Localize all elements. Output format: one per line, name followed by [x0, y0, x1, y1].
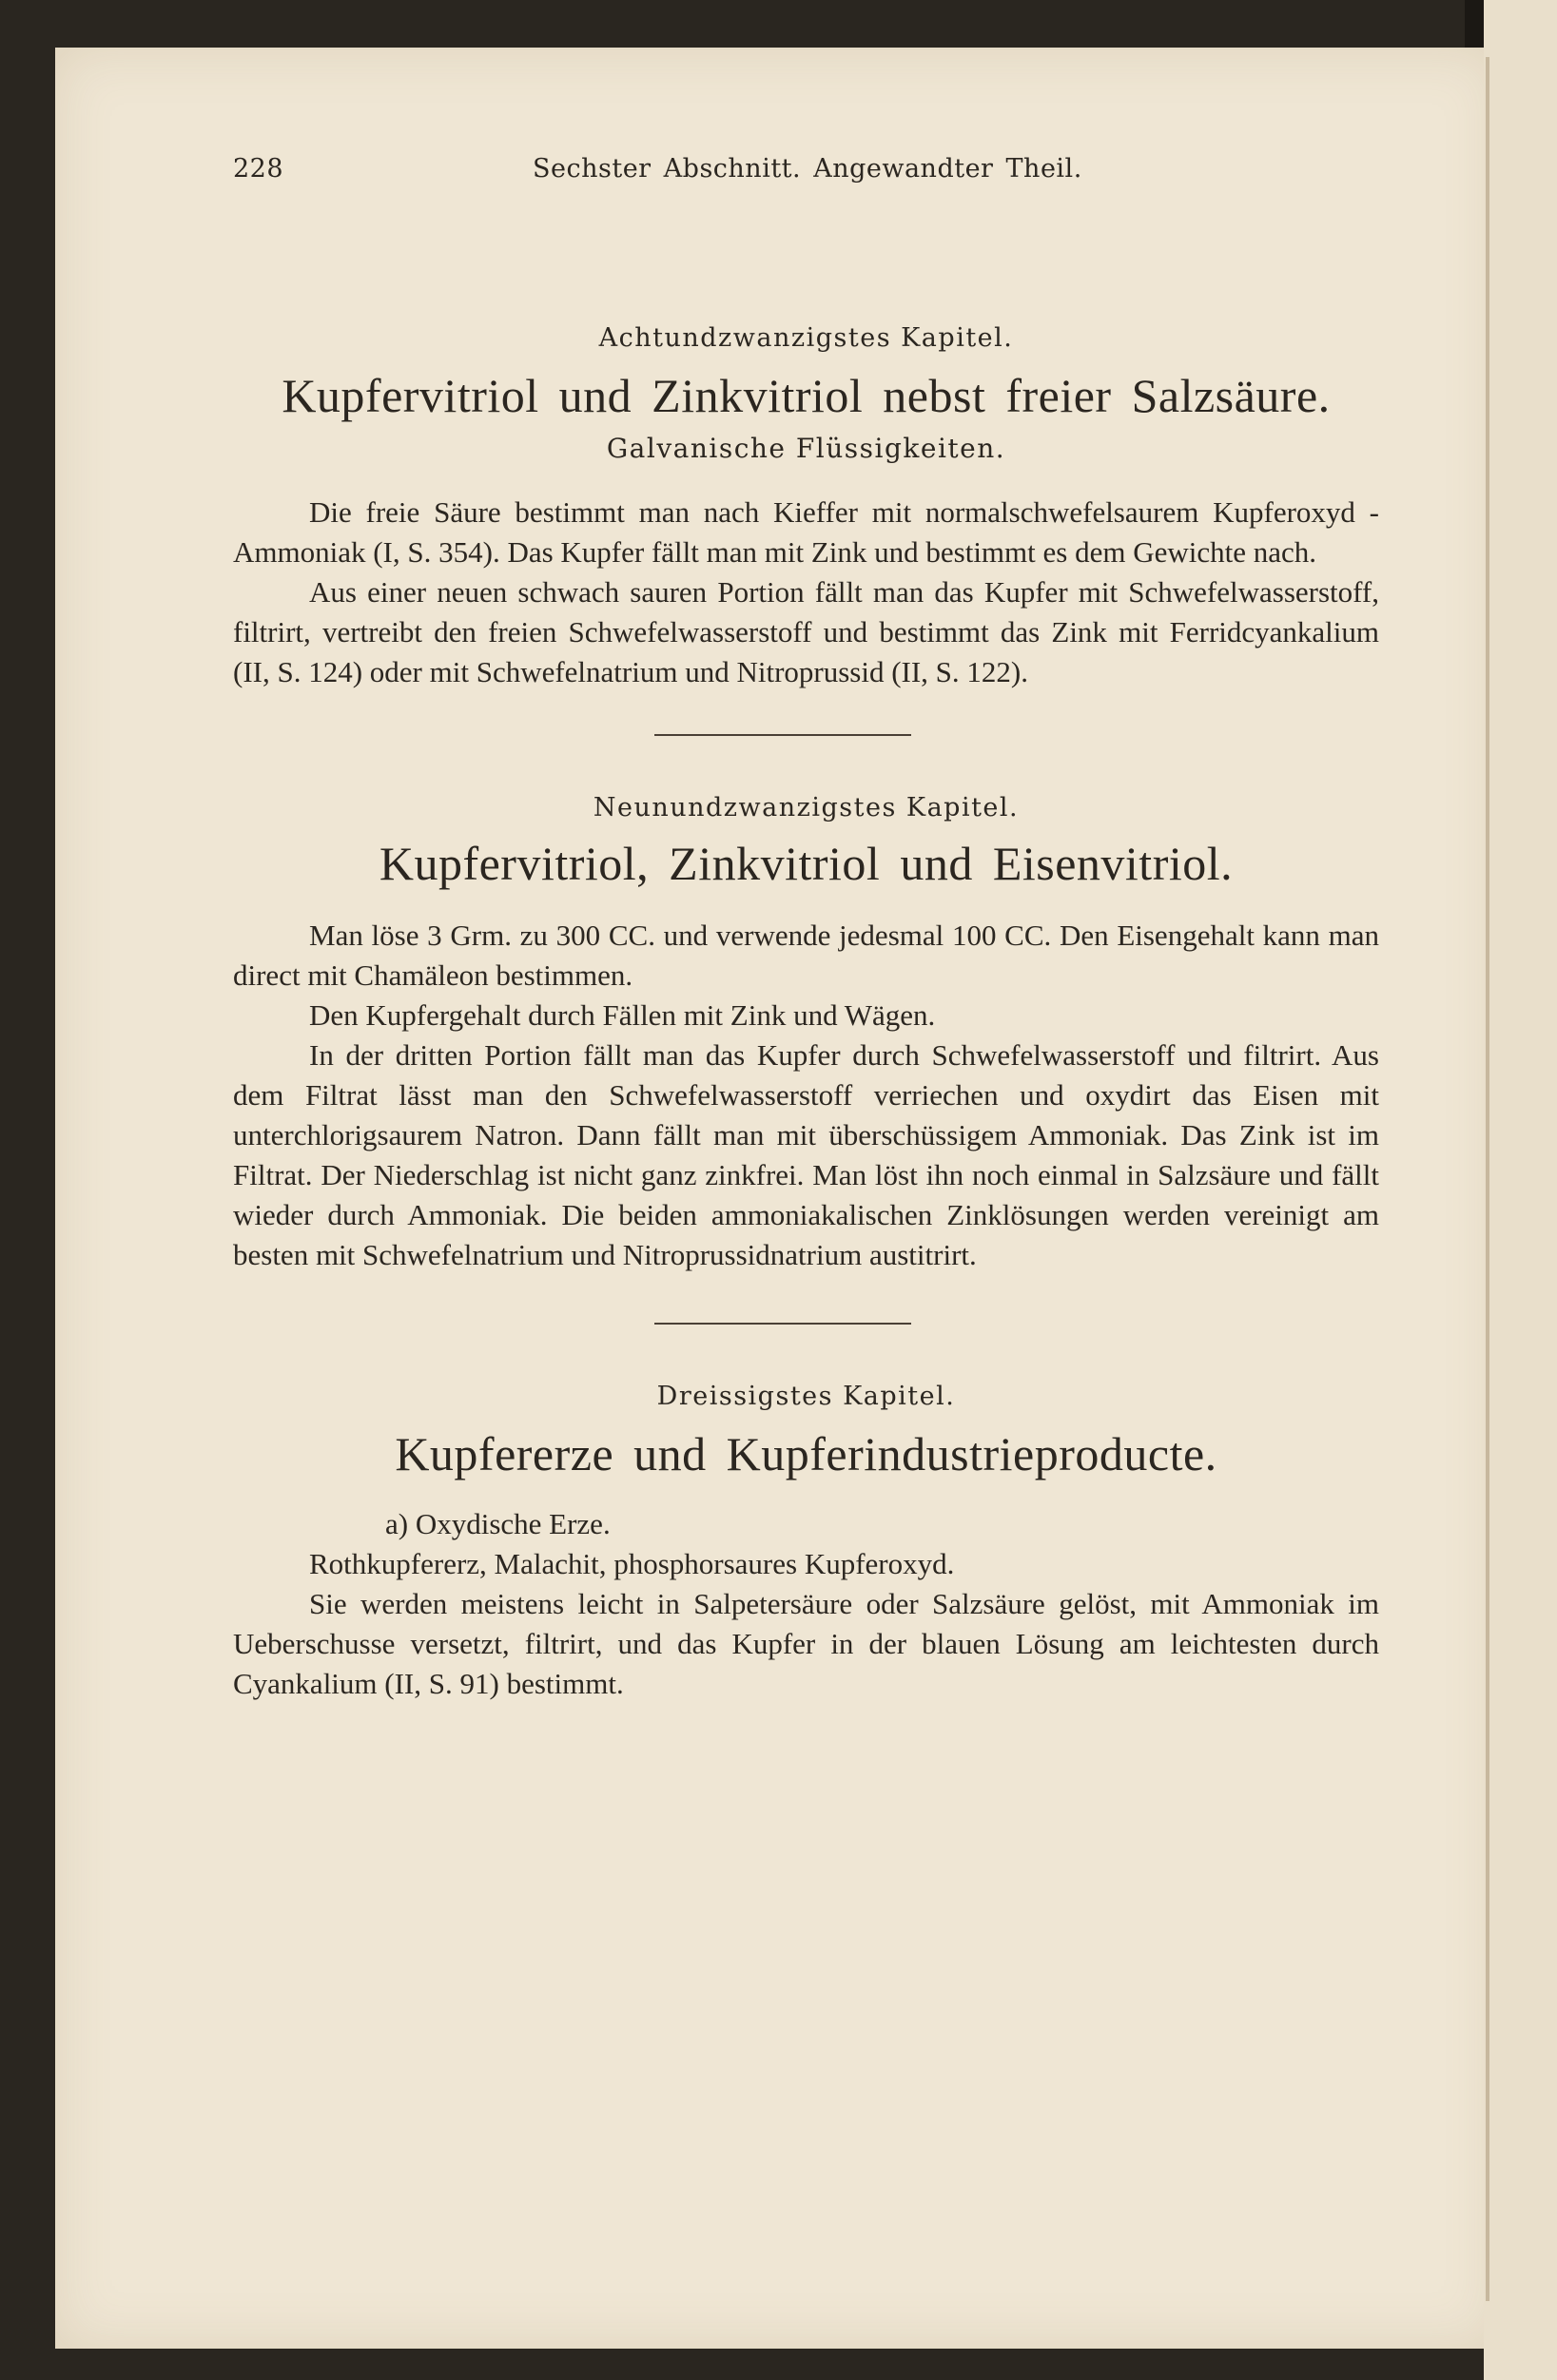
chapter-29-paragraph-1: Man löse 3 Grm. zu 300 CC. und verwende jedesmal 100 CC. Den Eisengehalt kann man direct mit Chamäleon bestimmen.	[233, 919, 1379, 992]
running-head-title: Sechster Abschnitt. Angewandter Theil.	[533, 154, 1082, 184]
chapter-28-paragraph-1: Die freie Säure bestimmt man nach Kieffer mit normalschwefelsaurem Kupferoxyd - Ammoniak (I, S. 354). Das Kupfer fällt man mit Zink und bestimmt es dem Gewichte nach.	[233, 495, 1379, 569]
page-number: 228	[233, 154, 284, 184]
chapter-30-paragraph-2: Sie werden meistens leicht in Salpetersäure oder Salzsäure gelöst, mit Ammoniak im Ueberschusse versetzt, filtrirt, und das Kupfer in der blauen Lösung am leichtesten durch Cyankalium (II, S. 91) bestimmt.	[233, 1587, 1379, 1700]
section-divider-1	[654, 734, 911, 736]
chapter-29-paragraph-3: In der dritten Portion fällt man das Kupfer durch Schwefelwasserstoff und filtrirt. Aus dem Filtrat lässt man den Schwefelwasserstoff verriechen und oxydirt das Eisen mit unterchlorigsaurem Natron. Dann fällt man mit überschüssigem Ammoniak. Das Zink ist im Filtrat. Der Niederschlag ist nicht ganz zinkfrei. Man löst ihn noch einmal in Salzsäure und fällt wieder durch Ammoniak. Die beiden ammoniakalischen Zinklösungen werden vereinigt am besten mit Schwefelnatrium und Nitroprussidnatrium austitrirt.	[233, 1038, 1379, 1271]
chapter-28-label: Achtundzwanzigstes Kapitel.	[598, 323, 1014, 353]
chapter-30-title: Kupfererze und Kupferindustrieproducte.	[395, 1427, 1217, 1480]
section-divider-2	[654, 1323, 911, 1325]
chapter-28-paragraph-2: Aus einer neuen schwach sauren Portion fällt man das Kupfer mit Schwefelwasserstoff, filtrirt, vertreibt den freien Schwefelwasserstoff und bestimmt das Zink mit Ferridcyankalium (II, S. 124) oder mit Schwefelnatrium und Nitroprussid (II, S. 122).	[233, 575, 1379, 688]
chapter-28-subtitle: Galvanische Flüssigkeiten.	[606, 433, 1006, 464]
next-page-edge	[1484, 0, 1557, 2380]
page-content	[233, 143, 1379, 1704]
chapter-29-body	[233, 916, 1379, 1275]
chapter-30-body	[233, 1504, 1379, 1704]
chapter-29-title: Kupfervitriol, Zinkvitriol und Eisenvitriol.	[379, 837, 1234, 890]
chapter-28-title: Kupfervitriol und Zinkvitriol nebst freier Salzsäure.	[282, 369, 1331, 422]
running-head	[233, 143, 1379, 190]
chapter-30-label: Dreissigstes Kapitel.	[656, 1382, 956, 1411]
chapter-28-body	[233, 493, 1379, 692]
chapter-30-paragraph-1: Rothkupfererz, Malachit, phosphorsaures Kupferoxyd.	[309, 1547, 955, 1580]
chapter-29-label: Neunundzwanzigstes Kapitel.	[593, 793, 1020, 822]
chapter-30-item-a: a) Oxydische Erze.	[385, 1507, 611, 1540]
page-gutter-shadow	[1486, 57, 1489, 2301]
chapter-29-paragraph-2: Den Kupfergehalt durch Fällen mit Zink und Wägen.	[309, 998, 936, 1032]
